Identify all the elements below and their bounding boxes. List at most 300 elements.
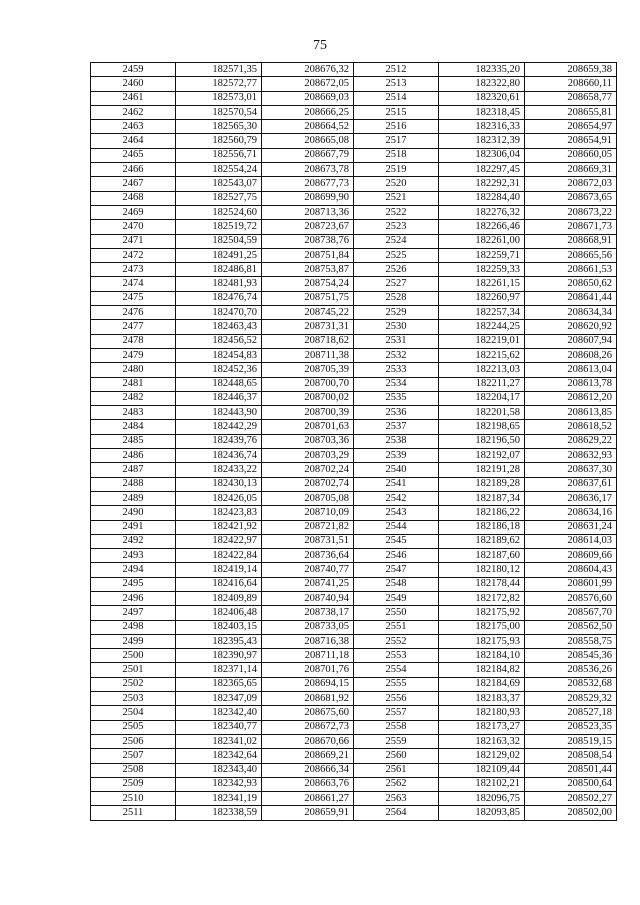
point-number-cell: 2467 — [91, 177, 176, 191]
point-number-cell: 2558 — [354, 720, 439, 734]
table-row — [91, 277, 617, 291]
x-coordinate-cell: 182201,58 — [439, 406, 525, 420]
y-coordinate-cell: 208666,34 — [262, 763, 354, 777]
x-coordinate-cell: 182180,12 — [439, 563, 525, 577]
point-number-cell: 2522 — [354, 205, 439, 219]
y-coordinate-cell: 208731,31 — [262, 320, 354, 334]
table-row — [91, 563, 617, 577]
point-number-cell: 2560 — [354, 749, 439, 763]
y-coordinate-cell: 208634,16 — [525, 506, 617, 520]
y-coordinate-cell: 208699,90 — [262, 191, 354, 205]
x-coordinate-cell: 182452,36 — [176, 363, 262, 377]
x-coordinate-cell: 182322,80 — [439, 77, 525, 91]
x-coordinate-cell: 182187,60 — [439, 549, 525, 563]
x-coordinate-cell: 182266,46 — [439, 220, 525, 234]
point-number-cell: 2539 — [354, 449, 439, 463]
y-coordinate-cell: 208532,68 — [525, 677, 617, 691]
point-number-cell: 2488 — [91, 477, 176, 491]
point-number-cell: 2511 — [91, 806, 176, 820]
y-coordinate-cell: 208721,82 — [262, 520, 354, 534]
point-number-cell: 2521 — [354, 191, 439, 205]
point-number-cell: 2549 — [354, 591, 439, 605]
x-coordinate-cell: 182184,82 — [439, 663, 525, 677]
x-coordinate-cell: 182371,14 — [176, 663, 262, 677]
y-coordinate-cell: 208733,05 — [262, 620, 354, 634]
y-coordinate-cell: 208705,08 — [262, 491, 354, 505]
y-coordinate-cell: 208668,91 — [525, 234, 617, 248]
table-row — [91, 191, 617, 205]
y-coordinate-cell: 208661,27 — [262, 792, 354, 806]
x-coordinate-cell: 182198,65 — [439, 420, 525, 434]
point-number-cell: 2535 — [354, 391, 439, 405]
y-coordinate-cell: 208612,20 — [525, 391, 617, 405]
y-coordinate-cell: 208754,24 — [262, 277, 354, 291]
x-coordinate-cell: 182406,48 — [176, 606, 262, 620]
x-coordinate-cell: 182448,65 — [176, 377, 262, 391]
table-row — [91, 634, 617, 648]
table-row — [91, 263, 617, 277]
y-coordinate-cell: 208660,05 — [525, 148, 617, 162]
point-number-cell: 2546 — [354, 549, 439, 563]
point-number-cell: 2514 — [354, 91, 439, 105]
y-coordinate-cell: 208562,50 — [525, 620, 617, 634]
table-row — [91, 506, 617, 520]
point-number-cell: 2460 — [91, 77, 176, 91]
y-coordinate-cell: 208669,21 — [262, 749, 354, 763]
y-coordinate-cell: 208667,79 — [262, 148, 354, 162]
y-coordinate-cell: 208663,76 — [262, 777, 354, 791]
point-number-cell: 2518 — [354, 148, 439, 162]
y-coordinate-cell: 208637,30 — [525, 463, 617, 477]
x-coordinate-cell: 182189,62 — [439, 534, 525, 548]
point-number-cell: 2512 — [354, 63, 439, 77]
point-number-cell: 2515 — [354, 105, 439, 119]
y-coordinate-cell: 208613,04 — [525, 363, 617, 377]
y-coordinate-cell: 208711,38 — [262, 348, 354, 362]
y-coordinate-cell: 208740,77 — [262, 563, 354, 577]
table-row — [91, 205, 617, 219]
point-number-cell: 2517 — [354, 134, 439, 148]
y-coordinate-cell: 208519,15 — [525, 734, 617, 748]
coordinates-table — [90, 62, 617, 821]
table-row — [91, 520, 617, 534]
table-row — [91, 220, 617, 234]
table-row — [91, 620, 617, 634]
x-coordinate-cell: 182257,34 — [439, 306, 525, 320]
point-number-cell: 2553 — [354, 649, 439, 663]
point-number-cell: 2550 — [354, 606, 439, 620]
point-number-cell: 2482 — [91, 391, 176, 405]
x-coordinate-cell: 182219,01 — [439, 334, 525, 348]
x-coordinate-cell: 182292,31 — [439, 177, 525, 191]
y-coordinate-cell: 208502,00 — [525, 806, 617, 820]
table-row — [91, 792, 617, 806]
x-coordinate-cell: 182312,39 — [439, 134, 525, 148]
x-coordinate-cell: 182463,43 — [176, 320, 262, 334]
x-coordinate-cell: 182416,64 — [176, 577, 262, 591]
y-coordinate-cell: 208529,32 — [525, 692, 617, 706]
x-coordinate-cell: 182486,81 — [176, 263, 262, 277]
point-number-cell: 2526 — [354, 263, 439, 277]
x-coordinate-cell: 182109,44 — [439, 763, 525, 777]
point-number-cell: 2519 — [354, 163, 439, 177]
y-coordinate-cell: 208751,84 — [262, 248, 354, 262]
y-coordinate-cell: 208604,43 — [525, 563, 617, 577]
table-row — [91, 163, 617, 177]
table-row — [91, 763, 617, 777]
x-coordinate-cell: 182426,05 — [176, 491, 262, 505]
point-number-cell: 2461 — [91, 91, 176, 105]
table-row — [91, 720, 617, 734]
x-coordinate-cell: 182421,92 — [176, 520, 262, 534]
y-coordinate-cell: 208740,94 — [262, 591, 354, 605]
x-coordinate-cell: 182456,52 — [176, 334, 262, 348]
y-coordinate-cell: 208660,11 — [525, 77, 617, 91]
point-number-cell: 2478 — [91, 334, 176, 348]
point-number-cell: 2473 — [91, 263, 176, 277]
table-row — [91, 348, 617, 362]
y-coordinate-cell: 208632,93 — [525, 449, 617, 463]
y-coordinate-cell: 208613,85 — [525, 406, 617, 420]
x-coordinate-cell: 182343,40 — [176, 763, 262, 777]
point-number-cell: 2499 — [91, 634, 176, 648]
point-number-cell: 2530 — [354, 320, 439, 334]
x-coordinate-cell: 182504,59 — [176, 234, 262, 248]
y-coordinate-cell: 208665,08 — [262, 134, 354, 148]
y-coordinate-cell: 208654,97 — [525, 120, 617, 134]
x-coordinate-cell: 182572,77 — [176, 77, 262, 91]
point-number-cell: 2548 — [354, 577, 439, 591]
y-coordinate-cell: 208637,61 — [525, 477, 617, 491]
table-row — [91, 177, 617, 191]
table-row — [91, 134, 617, 148]
x-coordinate-cell: 182573,01 — [176, 91, 262, 105]
point-number-cell: 2465 — [91, 148, 176, 162]
table-row — [91, 706, 617, 720]
table-row — [91, 491, 617, 505]
table-row — [91, 606, 617, 620]
y-coordinate-cell: 208665,56 — [525, 248, 617, 262]
point-number-cell: 2475 — [91, 291, 176, 305]
x-coordinate-cell: 182419,14 — [176, 563, 262, 577]
x-coordinate-cell: 182297,45 — [439, 163, 525, 177]
table-row — [91, 692, 617, 706]
x-coordinate-cell: 182178,44 — [439, 577, 525, 591]
x-coordinate-cell: 182175,00 — [439, 620, 525, 634]
y-coordinate-cell: 208536,26 — [525, 663, 617, 677]
point-number-cell: 2525 — [354, 248, 439, 262]
x-coordinate-cell: 182187,34 — [439, 491, 525, 505]
y-coordinate-cell: 208672,73 — [262, 720, 354, 734]
y-coordinate-cell: 208741,25 — [262, 577, 354, 591]
point-number-cell: 2533 — [354, 363, 439, 377]
y-coordinate-cell: 208672,03 — [525, 177, 617, 191]
point-number-cell: 2489 — [91, 491, 176, 505]
point-number-cell: 2479 — [91, 348, 176, 362]
table-row — [91, 777, 617, 791]
point-number-cell: 2537 — [354, 420, 439, 434]
x-coordinate-cell: 182175,93 — [439, 634, 525, 648]
x-coordinate-cell: 182443,90 — [176, 406, 262, 420]
table-row — [91, 306, 617, 320]
y-coordinate-cell: 208671,73 — [525, 220, 617, 234]
x-coordinate-cell: 182196,50 — [439, 434, 525, 448]
x-coordinate-cell: 182342,40 — [176, 706, 262, 720]
y-coordinate-cell: 208634,34 — [525, 306, 617, 320]
point-number-cell: 2529 — [354, 306, 439, 320]
point-number-cell: 2491 — [91, 520, 176, 534]
point-number-cell: 2501 — [91, 663, 176, 677]
point-number-cell: 2554 — [354, 663, 439, 677]
table-row — [91, 534, 617, 548]
y-coordinate-cell: 208631,24 — [525, 520, 617, 534]
y-coordinate-cell: 208500,64 — [525, 777, 617, 791]
point-number-cell: 2477 — [91, 320, 176, 334]
x-coordinate-cell: 182519,72 — [176, 220, 262, 234]
point-number-cell: 2536 — [354, 406, 439, 420]
x-coordinate-cell: 182213,03 — [439, 363, 525, 377]
table-row — [91, 677, 617, 691]
x-coordinate-cell: 182446,37 — [176, 391, 262, 405]
point-number-cell: 2505 — [91, 720, 176, 734]
y-coordinate-cell: 208738,17 — [262, 606, 354, 620]
x-coordinate-cell: 182422,84 — [176, 549, 262, 563]
y-coordinate-cell: 208681,92 — [262, 692, 354, 706]
table-row — [91, 477, 617, 491]
point-number-cell: 2502 — [91, 677, 176, 691]
x-coordinate-cell: 182439,76 — [176, 434, 262, 448]
table-row — [91, 406, 617, 420]
y-coordinate-cell: 208751,75 — [262, 291, 354, 305]
x-coordinate-cell: 182423,83 — [176, 506, 262, 520]
y-coordinate-cell: 208700,39 — [262, 406, 354, 420]
y-coordinate-cell: 208655,81 — [525, 105, 617, 119]
y-coordinate-cell: 208702,74 — [262, 477, 354, 491]
point-number-cell: 2545 — [354, 534, 439, 548]
point-number-cell: 2509 — [91, 777, 176, 791]
y-coordinate-cell: 208738,76 — [262, 234, 354, 248]
y-coordinate-cell: 208523,35 — [525, 720, 617, 734]
y-coordinate-cell: 208703,29 — [262, 449, 354, 463]
point-number-cell: 2493 — [91, 549, 176, 563]
point-number-cell: 2541 — [354, 477, 439, 491]
table-row — [91, 449, 617, 463]
point-number-cell: 2469 — [91, 205, 176, 219]
y-coordinate-cell: 208673,22 — [525, 205, 617, 219]
x-coordinate-cell: 182335,20 — [439, 63, 525, 77]
x-coordinate-cell: 182306,04 — [439, 148, 525, 162]
x-coordinate-cell: 182543,07 — [176, 177, 262, 191]
point-number-cell: 2500 — [91, 649, 176, 663]
y-coordinate-cell: 208502,27 — [525, 792, 617, 806]
x-coordinate-cell: 182365,65 — [176, 677, 262, 691]
y-coordinate-cell: 208654,91 — [525, 134, 617, 148]
x-coordinate-cell: 182259,33 — [439, 263, 525, 277]
point-number-cell: 2470 — [91, 220, 176, 234]
x-coordinate-cell: 182338,59 — [176, 806, 262, 820]
point-number-cell: 2468 — [91, 191, 176, 205]
x-coordinate-cell: 182524,60 — [176, 205, 262, 219]
point-number-cell: 2504 — [91, 706, 176, 720]
x-coordinate-cell: 182527,75 — [176, 191, 262, 205]
y-coordinate-cell: 208673,65 — [525, 191, 617, 205]
y-coordinate-cell: 208700,02 — [262, 391, 354, 405]
point-number-cell: 2472 — [91, 248, 176, 262]
x-coordinate-cell: 182129,02 — [439, 749, 525, 763]
point-number-cell: 2559 — [354, 734, 439, 748]
table-row — [91, 248, 617, 262]
x-coordinate-cell: 182192,07 — [439, 449, 525, 463]
y-coordinate-cell: 208713,36 — [262, 205, 354, 219]
point-number-cell: 2534 — [354, 377, 439, 391]
table-row — [91, 649, 617, 663]
x-coordinate-cell: 182284,40 — [439, 191, 525, 205]
table-row — [91, 77, 617, 91]
table-row — [91, 363, 617, 377]
y-coordinate-cell: 208701,63 — [262, 420, 354, 434]
point-number-cell: 2508 — [91, 763, 176, 777]
x-coordinate-cell: 182215,62 — [439, 348, 525, 362]
x-coordinate-cell: 182342,93 — [176, 777, 262, 791]
point-number-cell: 2462 — [91, 105, 176, 119]
y-coordinate-cell: 208613,78 — [525, 377, 617, 391]
point-number-cell: 2507 — [91, 749, 176, 763]
y-coordinate-cell: 208718,62 — [262, 334, 354, 348]
point-number-cell: 2510 — [91, 792, 176, 806]
table-row — [91, 663, 617, 677]
point-number-cell: 2490 — [91, 506, 176, 520]
y-coordinate-cell: 208711,18 — [262, 649, 354, 663]
point-number-cell: 2524 — [354, 234, 439, 248]
x-coordinate-cell: 182347,09 — [176, 692, 262, 706]
y-coordinate-cell: 208601,99 — [525, 577, 617, 591]
table-row — [91, 377, 617, 391]
y-coordinate-cell: 208669,31 — [525, 163, 617, 177]
x-coordinate-cell: 182565,30 — [176, 120, 262, 134]
table-row — [91, 334, 617, 348]
y-coordinate-cell: 208736,64 — [262, 549, 354, 563]
point-number-cell: 2464 — [91, 134, 176, 148]
x-coordinate-cell: 182318,45 — [439, 105, 525, 119]
x-coordinate-cell: 182341,02 — [176, 734, 262, 748]
point-number-cell: 2463 — [91, 120, 176, 134]
x-coordinate-cell: 182191,28 — [439, 463, 525, 477]
point-number-cell: 2543 — [354, 506, 439, 520]
x-coordinate-cell: 182422,97 — [176, 534, 262, 548]
x-coordinate-cell: 182184,69 — [439, 677, 525, 691]
x-coordinate-cell: 182211,27 — [439, 377, 525, 391]
point-number-cell: 2506 — [91, 734, 176, 748]
table-row — [91, 734, 617, 748]
y-coordinate-cell: 208716,38 — [262, 634, 354, 648]
point-number-cell: 2520 — [354, 177, 439, 191]
y-coordinate-cell: 208527,18 — [525, 706, 617, 720]
point-number-cell: 2459 — [91, 63, 176, 77]
y-coordinate-cell: 208659,91 — [262, 806, 354, 820]
y-coordinate-cell: 208723,67 — [262, 220, 354, 234]
y-coordinate-cell: 208753,87 — [262, 263, 354, 277]
point-number-cell: 2552 — [354, 634, 439, 648]
x-coordinate-cell: 182454,83 — [176, 348, 262, 362]
x-coordinate-cell: 182102,21 — [439, 777, 525, 791]
y-coordinate-cell: 208618,52 — [525, 420, 617, 434]
y-coordinate-cell: 208629,22 — [525, 434, 617, 448]
point-number-cell: 2523 — [354, 220, 439, 234]
point-number-cell: 2476 — [91, 306, 176, 320]
point-number-cell: 2563 — [354, 792, 439, 806]
page-number: 75 — [313, 38, 327, 53]
point-number-cell: 2542 — [354, 491, 439, 505]
x-coordinate-cell: 182173,27 — [439, 720, 525, 734]
point-number-cell: 2481 — [91, 377, 176, 391]
point-number-cell: 2531 — [354, 334, 439, 348]
x-coordinate-cell: 182163,32 — [439, 734, 525, 748]
x-coordinate-cell: 182316,33 — [439, 120, 525, 134]
point-number-cell: 2494 — [91, 563, 176, 577]
table-row — [91, 463, 617, 477]
x-coordinate-cell: 182481,93 — [176, 277, 262, 291]
x-coordinate-cell: 182096,75 — [439, 792, 525, 806]
point-number-cell: 2483 — [91, 406, 176, 420]
y-coordinate-cell: 208677,73 — [262, 177, 354, 191]
y-coordinate-cell: 208567,70 — [525, 606, 617, 620]
y-coordinate-cell: 208659,38 — [525, 63, 617, 77]
x-coordinate-cell: 182390,97 — [176, 649, 262, 663]
y-coordinate-cell: 208666,25 — [262, 105, 354, 119]
x-coordinate-cell: 182436,74 — [176, 449, 262, 463]
x-coordinate-cell: 182186,22 — [439, 506, 525, 520]
x-coordinate-cell: 182340,77 — [176, 720, 262, 734]
coordinates-table-body — [91, 63, 617, 821]
x-coordinate-cell: 182556,71 — [176, 148, 262, 162]
y-coordinate-cell: 208669,03 — [262, 91, 354, 105]
point-number-cell: 2497 — [91, 606, 176, 620]
point-number-cell: 2484 — [91, 420, 176, 434]
x-coordinate-cell: 182433,22 — [176, 463, 262, 477]
point-number-cell: 2538 — [354, 434, 439, 448]
point-number-cell: 2513 — [354, 77, 439, 91]
x-coordinate-cell: 182261,15 — [439, 277, 525, 291]
y-coordinate-cell: 208703,36 — [262, 434, 354, 448]
x-coordinate-cell: 182204,17 — [439, 391, 525, 405]
point-number-cell: 2528 — [354, 291, 439, 305]
x-coordinate-cell: 182476,74 — [176, 291, 262, 305]
y-coordinate-cell: 208641,44 — [525, 291, 617, 305]
x-coordinate-cell: 182276,32 — [439, 205, 525, 219]
table-row — [91, 320, 617, 334]
point-number-cell: 2564 — [354, 806, 439, 820]
point-number-cell: 2495 — [91, 577, 176, 591]
x-coordinate-cell: 182261,00 — [439, 234, 525, 248]
y-coordinate-cell: 208745,22 — [262, 306, 354, 320]
table-row — [91, 420, 617, 434]
point-number-cell: 2474 — [91, 277, 176, 291]
point-number-cell: 2557 — [354, 706, 439, 720]
x-coordinate-cell: 182470,70 — [176, 306, 262, 320]
point-number-cell: 2562 — [354, 777, 439, 791]
table-row — [91, 434, 617, 448]
y-coordinate-cell: 208672,05 — [262, 77, 354, 91]
point-number-cell: 2561 — [354, 763, 439, 777]
y-coordinate-cell: 208608,26 — [525, 348, 617, 362]
point-number-cell: 2544 — [354, 520, 439, 534]
x-coordinate-cell: 182342,64 — [176, 749, 262, 763]
x-coordinate-cell: 182571,35 — [176, 63, 262, 77]
table-row — [91, 391, 617, 405]
y-coordinate-cell: 208501,44 — [525, 763, 617, 777]
x-coordinate-cell: 182184,10 — [439, 649, 525, 663]
x-coordinate-cell: 182430,13 — [176, 477, 262, 491]
